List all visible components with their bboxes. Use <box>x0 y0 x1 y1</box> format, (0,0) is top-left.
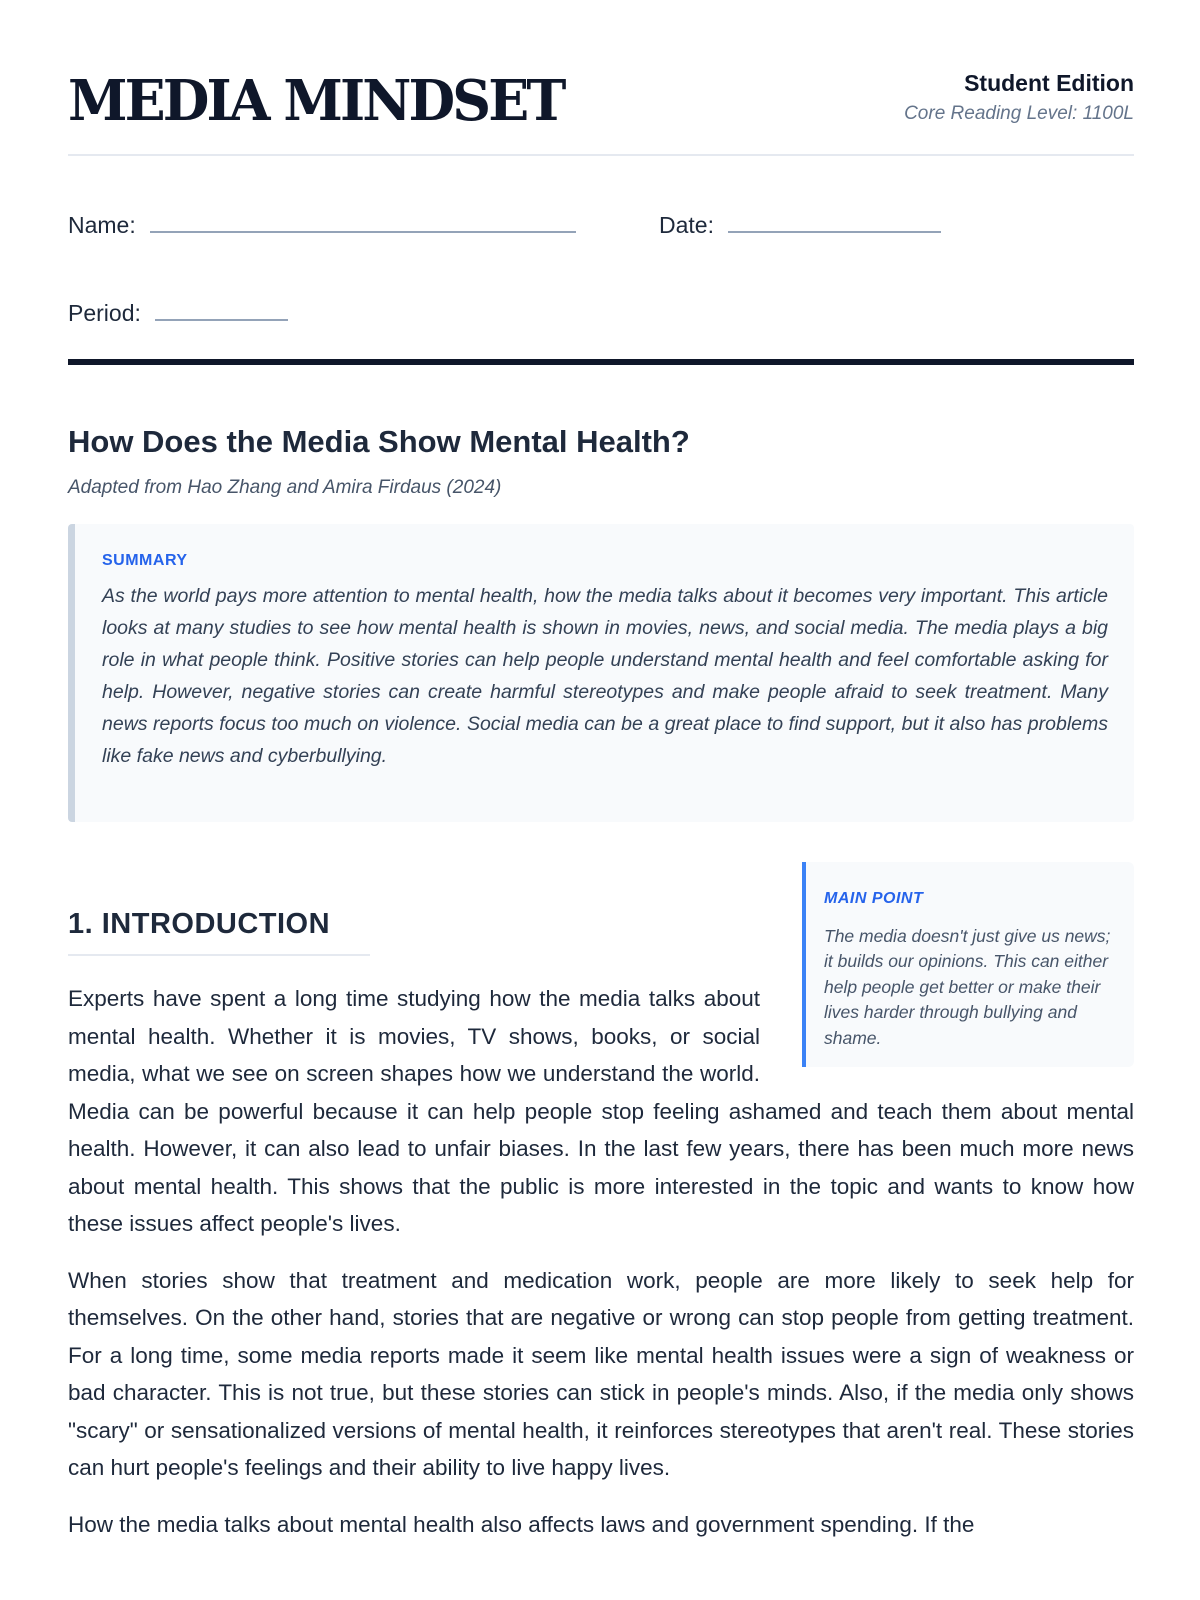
header <box>68 62 1134 156</box>
paragraph: Experts have spent a long time studying how the media talks about mental health. Whether it is movies, TV shows, books, or social media, what we see on screen shapes how we understand the world. Media can be powerful because it can help people stop feeling ashamed and teach them about mental health. However, it can also lead to unfair biases. In the last few years, there has been much more news about mental health. This shows that the public is more interested in the topic and wants to know how these issues affect people's lives. <box>68 986 1134 1236</box>
name-field <box>68 212 576 239</box>
name-label: Name: <box>68 212 136 238</box>
article-citation: Adapted from Hao Zhang and Amira Firdaus (2024) <box>68 477 502 498</box>
summary-box <box>68 524 1134 822</box>
section-divider <box>68 359 1134 365</box>
summary-text: As the world pays more attention to mental health, how the media talks about it becomes very important. This article looks at many studies to see how mental health is shown in movies, news, and social media. The media plays a big role in what people think. Positive stories can help people understand mental health and feel comfortable asking for help. However, negative stories can create harmful stereotypes and make people afraid to seek treatment. Many news reports focus too much on violence. Social media can be a great place to find support, but it also has problems like fake news and cyberbullying. <box>102 585 1108 767</box>
brand-logo: MEDIA MINDSET <box>68 68 564 134</box>
article-title: How Does the Media Show Mental Health? <box>68 424 690 459</box>
edition-info <box>904 70 1134 125</box>
date-field <box>659 212 941 239</box>
name-input-line[interactable] <box>150 231 576 233</box>
paragraph: How the media talks about mental health also affects laws and government spending. If the <box>68 1511 975 1537</box>
period-field <box>68 300 288 327</box>
paragraph: When stories show that treatment and medication work, people are more likely to seek help for themselves. On the other hand, stories that are negative or wrong can stop people from getting treatment. For a long time, some media reports made it seem like mental health issues were a sign of weakness or bad character. This is not true, but these stories can stick in people's minds. Also, if the media only shows "scary" or sensationalized versions of mental health, it reinforces stereotypes that aren't real. These stories can hurt people's feelings and their ability to live happy lives. <box>68 1267 1134 1480</box>
date-label: Date: <box>659 212 714 238</box>
main-point-callout <box>802 862 1134 1067</box>
date-input-line[interactable] <box>728 231 941 233</box>
reading-level: Core Reading Level: 1100L <box>904 103 1134 124</box>
period-label: Period: <box>68 300 141 326</box>
main-point-text: The media doesn't just give us news; it builds our opinions. This can either help people get better or make their lives harder through bullying and shame. <box>824 925 1111 1048</box>
section-heading: 1. INTRODUCTION <box>68 906 370 956</box>
main-point-label: MAIN POINT <box>824 890 924 907</box>
period-input-line[interactable] <box>155 319 288 321</box>
edition-label: Student Edition <box>964 70 1134 96</box>
summary-label: SUMMARY <box>102 552 188 569</box>
article-body <box>68 862 1134 1562</box>
